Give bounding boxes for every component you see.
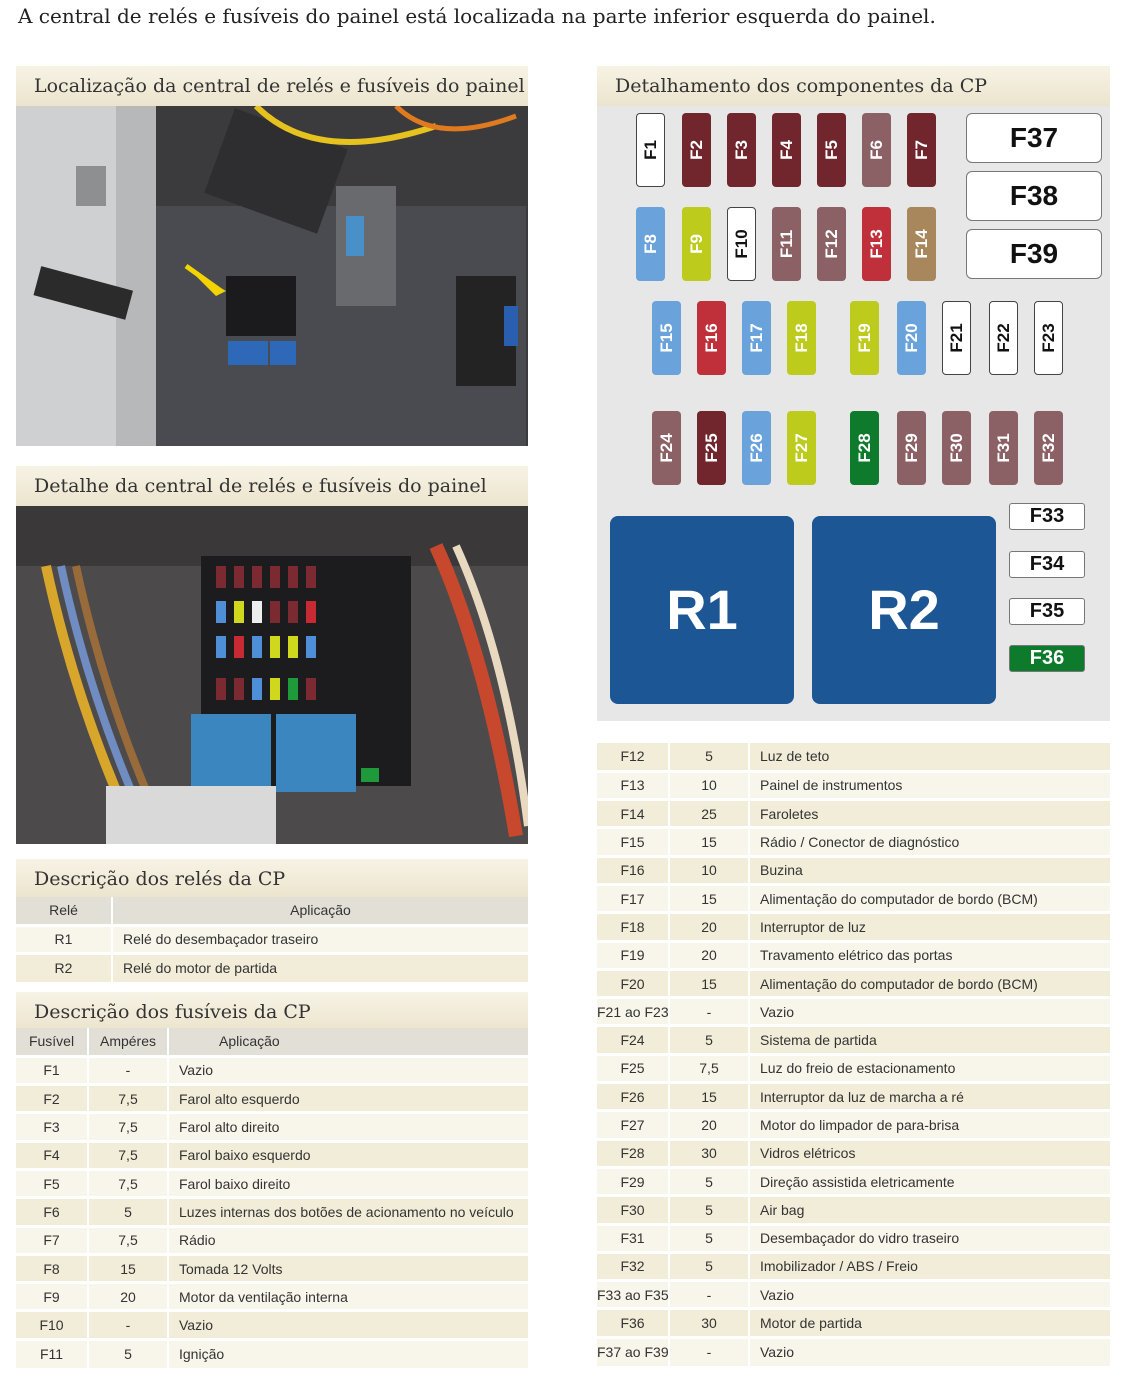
fuse-label: F1 [640,140,660,160]
fuse-id: F13 [597,771,669,799]
table-row [16,1085,528,1113]
fuse-amperes: 25 [669,800,749,828]
fuse-label: F30 [946,433,966,463]
fuse-amperes: 20 [669,913,749,941]
table-row [597,1083,1110,1111]
table-row [16,1056,528,1084]
fuse-application: Ignição [168,1339,528,1367]
table-row [597,743,1110,771]
fuse-f14 [907,207,936,281]
fuse-f12 [817,207,846,281]
fuse-application: Vazio [168,1056,528,1084]
fuse-f21 [942,301,971,375]
fuse-amperes: 30 [669,1139,749,1167]
fuse-table-right [597,743,1110,1366]
fuse-id: F25 [597,1054,669,1082]
table-row [597,1309,1110,1337]
fuse-application: Farol alto esquerdo [168,1085,528,1113]
fuse-id: F27 [597,1111,669,1139]
fuse-label: F29 [901,433,921,463]
fuse-amperes: 5 [88,1198,168,1226]
fuse-amperes: 5 [669,1196,749,1224]
fuse-application: Farol alto direito [168,1113,528,1141]
fuse-amperes: 7,5 [88,1169,168,1197]
fuse-label: F31 [993,433,1013,463]
fuse-f5 [817,113,846,187]
fuse-amperes: 7,5 [88,1226,168,1254]
table-row [597,1196,1110,1224]
table-row [16,1254,528,1282]
table-row [16,1283,528,1311]
fuse-application: Interruptor de luz [749,913,1110,941]
relay-id: R2 [16,954,112,982]
table-row [597,856,1110,884]
fuse-f18 [787,301,816,375]
fuse-label: F5 [821,140,841,160]
fuse-application: Alimentação do computador de bordo (BCM) [749,969,1110,997]
table-row [597,884,1110,912]
fuse-amperes: 15 [669,1083,749,1111]
fuse-f23 [1034,301,1063,375]
fuse-header-amperes: Ampéres [88,1028,168,1056]
fuse-f36: F36 [1009,645,1085,672]
fuse-label: F3 [731,140,751,160]
fuse-application: Air bag [749,1196,1110,1224]
fuse-f28 [850,411,879,485]
fuse-application: Motor do limpador de para-brisa [749,1111,1110,1139]
fuse-amperes: 7,5 [88,1141,168,1169]
location-title: Localização da central de relés e fusíveis do painel [16,66,528,106]
fuse-f13 [862,207,891,281]
fuse-f26 [742,411,771,485]
relay-header-aplicacao: Aplicação [112,897,528,925]
fuse-amperes: - [88,1311,168,1339]
fuse-f33: F33 [1009,503,1085,530]
fuse-amperes: - [88,1056,168,1084]
fuse-amperes: - [669,998,749,1026]
table-row [16,1113,528,1141]
fuse-application: Faroletes [749,800,1110,828]
table-row [597,1281,1110,1309]
table-row [16,954,528,982]
fuse-f7 [907,113,936,187]
fuse-application: Luz do freio de estacionamento [749,1054,1110,1082]
fuse-application: Farol baixo direito [168,1169,528,1197]
fuse-application: Sistema de partida [749,1026,1110,1054]
fuse-application: Motor de partida [749,1309,1110,1337]
fuse-amperes: - [669,1281,749,1309]
relays-title: Descrição dos relés da CP [16,859,528,899]
fuse-application: Farol baixo esquerdo [168,1141,528,1169]
fuse-id: F20 [597,969,669,997]
fuse-f20 [897,301,926,375]
fuse-f22 [989,301,1018,375]
fuse-amperes: 15 [88,1254,168,1282]
fuse-label: F24 [656,433,676,463]
fuse-f24 [652,411,681,485]
table-row [16,1198,528,1226]
fuse-application: Interruptor da luz de marcha a ré [749,1083,1110,1111]
fuse-label: F4 [776,140,796,160]
fuse-f35: F35 [1009,598,1085,625]
fuse-id: F11 [16,1339,88,1367]
fuse-id: F18 [597,913,669,941]
fuse-id: F4 [16,1141,88,1169]
fuse-f6 [862,113,891,187]
fuse-label: F7 [911,140,931,160]
fuse-id: F10 [16,1311,88,1339]
fuses-title: Descrição dos fusíveis da CP [16,992,528,1032]
fuse-id: F37 ao F39 [597,1337,669,1365]
fuse-application: Alimentação do computador de bordo (BCM) [749,884,1110,912]
fuse-id: F21 ao F23 [597,998,669,1026]
relay-header-rele: Relé [16,897,112,925]
fuse-id: F30 [597,1196,669,1224]
fuse-f25 [697,411,726,485]
fuse-amperes: 7,5 [88,1113,168,1141]
fuse-application: Luz de teto [749,743,1110,771]
fuse-amperes: 5 [669,1026,749,1054]
fuse-application: Rádio [168,1226,528,1254]
fuse-id: F29 [597,1167,669,1195]
fuse-id: F3 [16,1113,88,1141]
fuse-id: F14 [597,800,669,828]
fuse-label: F8 [640,234,660,254]
detail-photo [16,506,528,844]
fuse-id: F9 [16,1283,88,1311]
fuse-f31 [989,411,1018,485]
fuse-amperes: 15 [669,884,749,912]
fuse-id: F17 [597,884,669,912]
fuse-id: F32 [597,1252,669,1280]
fuse-amperes: 7,5 [669,1054,749,1082]
fuse-id: F19 [597,941,669,969]
fuse-header-fusivel: Fusível [16,1028,88,1056]
fuse-label: F26 [746,433,766,463]
fuse-f1 [636,113,665,187]
table-row [16,1141,528,1169]
fuse-application: Tomada 12 Volts [168,1254,528,1282]
fuse-id: F24 [597,1026,669,1054]
fuse-label: F6 [866,140,886,160]
table-row [597,913,1110,941]
fuse-f32 [1034,411,1063,485]
fuse-label: F20 [901,323,921,353]
fuse-label: F13 [866,229,886,259]
fuse-f4 [772,113,801,187]
fuse-label: F27 [791,433,811,463]
table-row [597,998,1110,1026]
location-photo [16,106,528,446]
fuse-id: F26 [597,1083,669,1111]
table-row [597,1337,1110,1365]
fuse-f34: F34 [1009,551,1085,578]
fuse-amperes: 20 [669,1111,749,1139]
fuse-label: F21 [946,323,966,353]
fuse-id: F16 [597,856,669,884]
fuse-label: F15 [656,323,676,353]
table-row [597,1252,1110,1280]
fuse-id: F8 [16,1254,88,1282]
relay-table [16,897,528,982]
fuse-application: Desembaçador do vidro traseiro [749,1224,1110,1252]
fuse-f8 [636,207,665,281]
fuse-application: Travamento elétrico das portas [749,941,1110,969]
fuse-id: F12 [597,743,669,771]
table-row [597,941,1110,969]
fuse-table-left [16,1028,528,1368]
table-row [597,1054,1110,1082]
fuse-f10 [727,207,756,281]
fuse-label: F32 [1038,433,1058,463]
fuse-f29 [897,411,926,485]
fuse-label: F18 [791,323,811,353]
table-row [597,1026,1110,1054]
table-row [16,1311,528,1339]
fuse-label: F25 [701,433,721,463]
fuse-f3 [727,113,756,187]
table-row [597,828,1110,856]
fuse-application: Direção assistida eletricamente [749,1167,1110,1195]
fuse-f17 [742,301,771,375]
fuse-application: Imobilizador / ABS / Freio [749,1252,1110,1280]
table-row [16,925,528,953]
fuse-label: F28 [854,433,874,463]
fuse-application: Buzina [749,856,1110,884]
fuse-application: Vazio [749,998,1110,1026]
fuse-label: F16 [701,323,721,353]
fuse-f16 [697,301,726,375]
fuse-application: Rádio / Conector de diagnóstico [749,828,1110,856]
fuse-f37: F37 [966,113,1102,163]
fuse-f30 [942,411,971,485]
fuse-amperes: 20 [669,941,749,969]
fuse-application: Vidros elétricos [749,1139,1110,1167]
fuse-f15 [652,301,681,375]
table-row [597,1167,1110,1195]
fuse-amperes: 5 [669,1167,749,1195]
fuse-amperes: 5 [669,1252,749,1280]
fuse-f19 [850,301,879,375]
fuse-id: F36 [597,1309,669,1337]
fuse-id: F6 [16,1198,88,1226]
fuse-amperes: 5 [669,1224,749,1252]
intro-text: A central de relés e fusíveis do painel está localizada na parte inferior esquerda do painel. [18,4,936,28]
fuse-id: F5 [16,1169,88,1197]
fuse-amperes: 15 [669,828,749,856]
fuse-f39: F39 [966,229,1102,279]
table-row [597,1224,1110,1252]
relay-r1: R1 [610,516,794,704]
fuse-amperes: 5 [669,743,749,771]
table-row [597,771,1110,799]
relay-application: Relé do desembaçador traseiro [112,925,528,953]
fuse-label: F14 [911,229,931,259]
fuse-amperes: 5 [88,1339,168,1367]
fuse-id: F33 ao F35 [597,1281,669,1309]
fuse-amperes: - [669,1337,749,1365]
fuse-f38: F38 [966,171,1102,221]
fuse-label: F22 [993,323,1013,353]
fuse-id: F7 [16,1226,88,1254]
fuse-amperes: 30 [669,1309,749,1337]
fuse-application: Vazio [749,1337,1110,1365]
table-row [597,1139,1110,1167]
table-row [597,800,1110,828]
fuse-f9 [682,207,711,281]
fuse-label: F19 [854,323,874,353]
fuse-f2 [682,113,711,187]
fuse-id: F28 [597,1139,669,1167]
fuse-amperes: 10 [669,856,749,884]
fuse-f27 [787,411,816,485]
relay-r2: R2 [812,516,996,704]
fuse-f11 [772,207,801,281]
fuse-header-aplicacao: Aplicação [168,1028,528,1056]
fuse-application: Motor da ventilação interna [168,1283,528,1311]
fuse-id: F2 [16,1085,88,1113]
table-row [16,1169,528,1197]
fuse-application: Luzes internas dos botões de acionamento no veículo [168,1198,528,1226]
fuse-label: F2 [686,140,706,160]
fuse-amperes: 20 [88,1283,168,1311]
table-row [597,969,1110,997]
relay-id: R1 [16,925,112,953]
fuse-label: F9 [686,234,706,254]
fuse-id: F15 [597,828,669,856]
fuse-label: F10 [731,229,751,259]
table-row [597,1111,1110,1139]
table-row [16,1226,528,1254]
fuse-amperes: 15 [669,969,749,997]
fuse-id: F31 [597,1224,669,1252]
table-row [16,1339,528,1367]
fuse-label: F12 [821,229,841,259]
detail-title: Detalhe da central de relés e fusíveis do painel [16,466,528,506]
fuse-amperes: 10 [669,771,749,799]
fuse-application: Vazio [749,1281,1110,1309]
fuse-label: F11 [776,229,796,259]
fuse-application: Vazio [168,1311,528,1339]
fuse-box-diagram [597,106,1110,721]
fuse-label: F23 [1038,323,1058,353]
relay-application: Relé do motor de partida [112,954,528,982]
fuse-label: F17 [746,323,766,353]
components-title: Detalhamento dos componentes da CP [597,66,1110,106]
fuse-amperes: 7,5 [88,1085,168,1113]
fuse-application: Painel de instrumentos [749,771,1110,799]
fuse-id: F1 [16,1056,88,1084]
